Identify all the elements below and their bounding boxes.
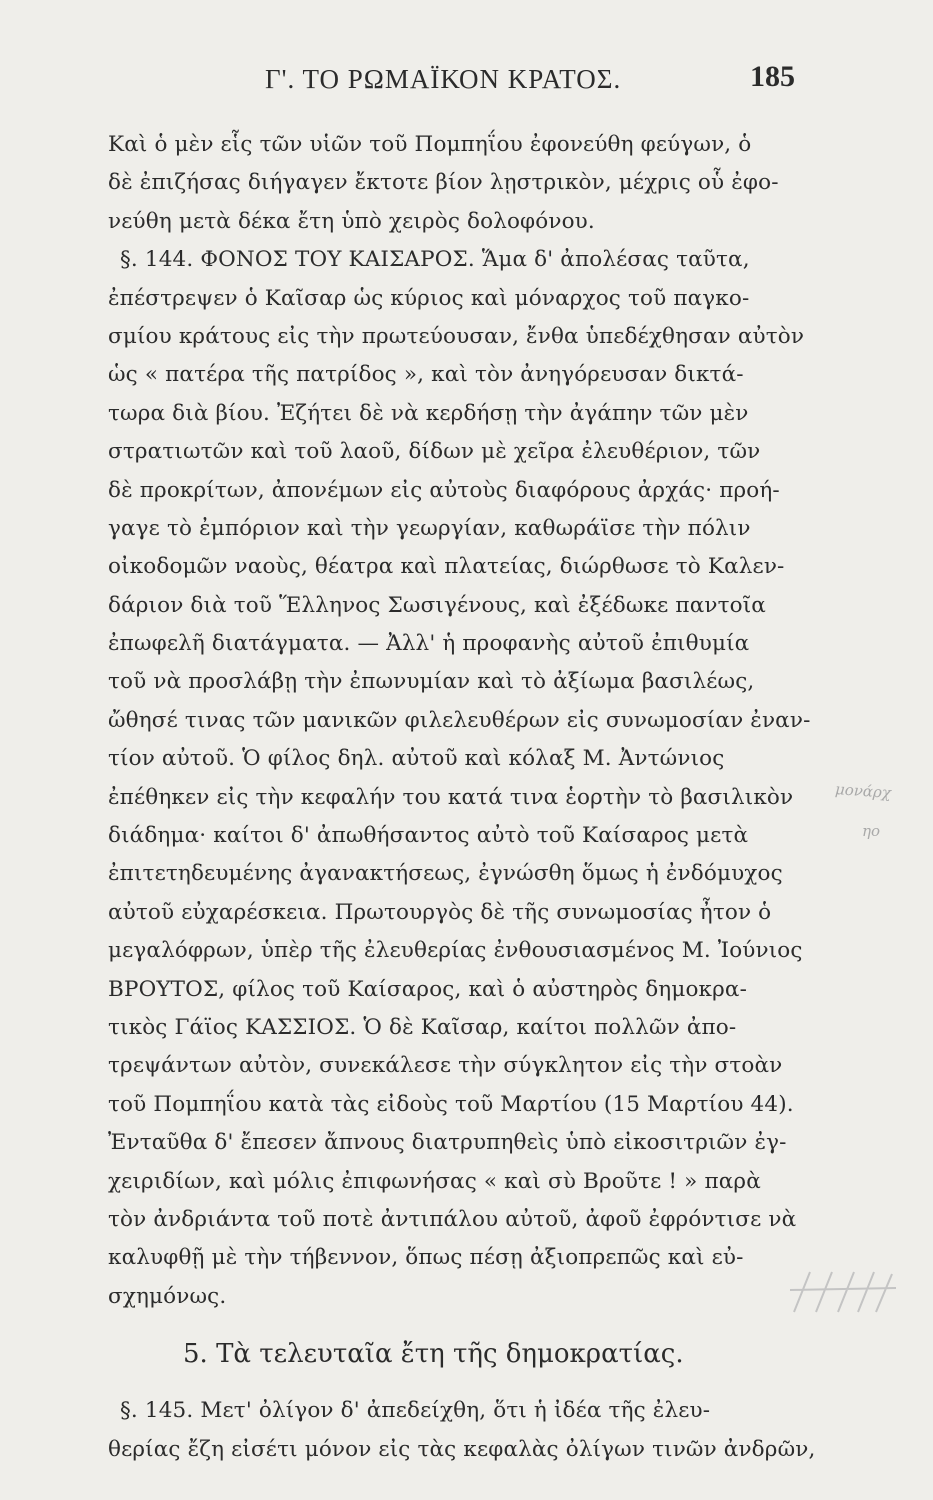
text-line: τοῦ Πομπηΐου κατὰ τὰς εἰδοὺς τοῦ Μαρτίου (15 Μαρτίου 44). (108, 1091, 794, 1117)
pencil-tally-marks (788, 1268, 898, 1316)
text-line: αὐτοῦ εὐχαρέσκεια. Πρωτουργὸς δὲ τῆς συνωμοσίας ἦτον ὁ (108, 899, 772, 925)
text-line: Καὶ ὁ μὲν εἷς τῶν υἱῶν τοῦ Πομπηΐου ἐφονεύθη φεύγων, ὁ (108, 132, 752, 157)
margin-annotation: μονάρχ (834, 780, 892, 802)
text-line: ὤθησέ τινας τῶν μανικῶν φιλελευθέρων εἰς συνωμοσίαν ἐναν- (108, 707, 811, 733)
text-line: δὲ ἐπιζήσας διήγαγεν ἔκτοτε βίον λῃστρικὸν, μέχρις οὗ ἐφο- (108, 170, 779, 196)
text-line: θερίας ἔζη εἰσέτι μόνον εἰς τὰς κεφαλὰς ὀλίγων τινῶν ἀνδρῶν, (108, 1436, 816, 1462)
section-heading: 5. Τὰ τελευταῖα ἔτη τῆς δημοκρατίας. (183, 1339, 684, 1370)
text-line: δὲ προκρίτων, ἀπονέμων εἰς αὐτοὺς διαφόρους ἀρχάς· προή- (108, 477, 780, 503)
text-line: τὸν ἀνδριάντα τοῦ ποτὲ ἀντιπάλου αὐτοῦ, ἀφοῦ ἐφρόντισε νὰ (108, 1206, 797, 1232)
text-line: ἐπιτετηδευμένης ἀγανακτήσεως, ἐγνώσθη ὅμως ἡ ἐνδόμυχος (108, 861, 783, 887)
text-line: ἐπωφελῆ διατάγματα. — Ἀλλ' ἡ προφανὴς αὐτοῦ ἐπιθυμία (108, 631, 750, 657)
text-line: δάριον διὰ τοῦ Ἕλληνος Σωσιγένους, καὶ ἐξέδωκε παντοῖα (108, 592, 766, 618)
text-line: χειριδίων, καὶ μόλις ἐπιφωνήσας « καὶ σὺ Βροῦτε ! » παρὰ (108, 1168, 761, 1194)
text-line: νεύθη μετὰ δέκα ἔτη ὑπὸ χειρὸς δολοφόνου. (108, 208, 595, 234)
running-head: Γ'. ΤΟ ΡΩΜΑΪΚΟΝ ΚΡΑΤΟΣ. (265, 64, 622, 94)
page-number: 185 (750, 60, 795, 93)
text-line: τωρα διὰ βίου. Ἐζήτει δὲ νὰ κερδήσῃ τὴν ἀγάπην τῶν μὲν (108, 400, 749, 426)
text-line: τρεψάντων αὐτὸν, συνεκάλεσε τὴν σύγκλητον εἰς τὴν στοὰν (108, 1053, 783, 1079)
text-line: μεγαλόφρων, ὑπὲρ τῆς ἐλευθερίας ἐνθουσιασμένος Μ. Ἰούνιος (108, 938, 803, 964)
text-line: ἐπέθηκεν εἰς τὴν κεφαλήν του κατά τινα ἑορτὴν τὸ βασιλικὸν (108, 784, 794, 810)
margin-annotation: ηο (862, 822, 881, 840)
text-line: γαγε τὸ ἐμπόριον καὶ τὴν γεωργίαν, καθωράϊσε τὴν πόλιν (108, 515, 751, 541)
text-line: σμίου κράτους εἰς τὴν πρωτεύουσαν, ἔνθα ὑπεδέχθησαν αὐτὸν (108, 323, 805, 349)
text-line: καλυφθῇ μὲ τὴν τήβεννον, ὅπως πέσῃ ἀξιοπρεπῶς καὶ εὐ- (108, 1245, 744, 1271)
page-header (115, 60, 795, 100)
text-line: ἐπέστρεψεν ὁ Καῖσαρ ὡς κύριος καὶ μόναρχος τοῦ παγκο- (108, 285, 750, 311)
section-145-opening: §. 145. Μετ' ὀλίγον δ' ἀπεδείχθη, ὅτι ἡ ἰδέα τῆς ἐλευ- (120, 1398, 711, 1424)
text-line: τίον αὐτοῦ. Ὁ φίλος δηλ. αὐτοῦ καὶ κόλαξ Μ. Ἀντώνιος (108, 746, 725, 772)
text-line: τικὸς Γάϊος ΚΑΣΣΙΟΣ. Ὁ δὲ Καῖσαρ, καίτοι πολλῶν ἀπο- (108, 1014, 737, 1040)
text-line: στρατιωτῶν καὶ τοῦ λαοῦ, δίδων μὲ χεῖρα ἐλευθέριον, τῶν (108, 439, 761, 465)
text-line: Ἐνταῦθα δ' ἔπεσεν ἄπνους διατρυπηθεὶς ὑπὸ εἰκοσιτριῶν ἐγ- (108, 1130, 787, 1156)
text-line: ΒΡΟΥΤΟΣ, φίλος τοῦ Καίσαρος, καὶ ὁ αὐστηρὸς δημοκρα- (108, 976, 747, 1002)
body-text (108, 126, 816, 1469)
text-line: σχημόνως. (108, 1283, 227, 1309)
text-line: διάδημα· καίτοι δ' ἀπωθήσαντος αὐτὸ τοῦ Καίσαρος μετὰ (108, 823, 749, 849)
text-line: οἰκοδομῶν ναοὺς, θέατρα καὶ πλατείας, διώρθωσε τὸ Καλεν- (108, 554, 785, 580)
text-line: ὡς « πατέρα τῆς πατρίδος », καὶ τὸν ἀνηγόρευσαν δικτά- (108, 362, 744, 388)
text-line: τοῦ νὰ προσλάβῃ τὴν ἐπωνυμίαν καὶ τὸ ἀξίωμα βασιλέως, (108, 669, 755, 695)
section-144-opening: §. 144. ΦΟΝΟΣ ΤΟΥ ΚΑΙΣΑΡΟΣ. Ἅμα δ' ἀπολέσας ταῦτα, (120, 247, 750, 273)
